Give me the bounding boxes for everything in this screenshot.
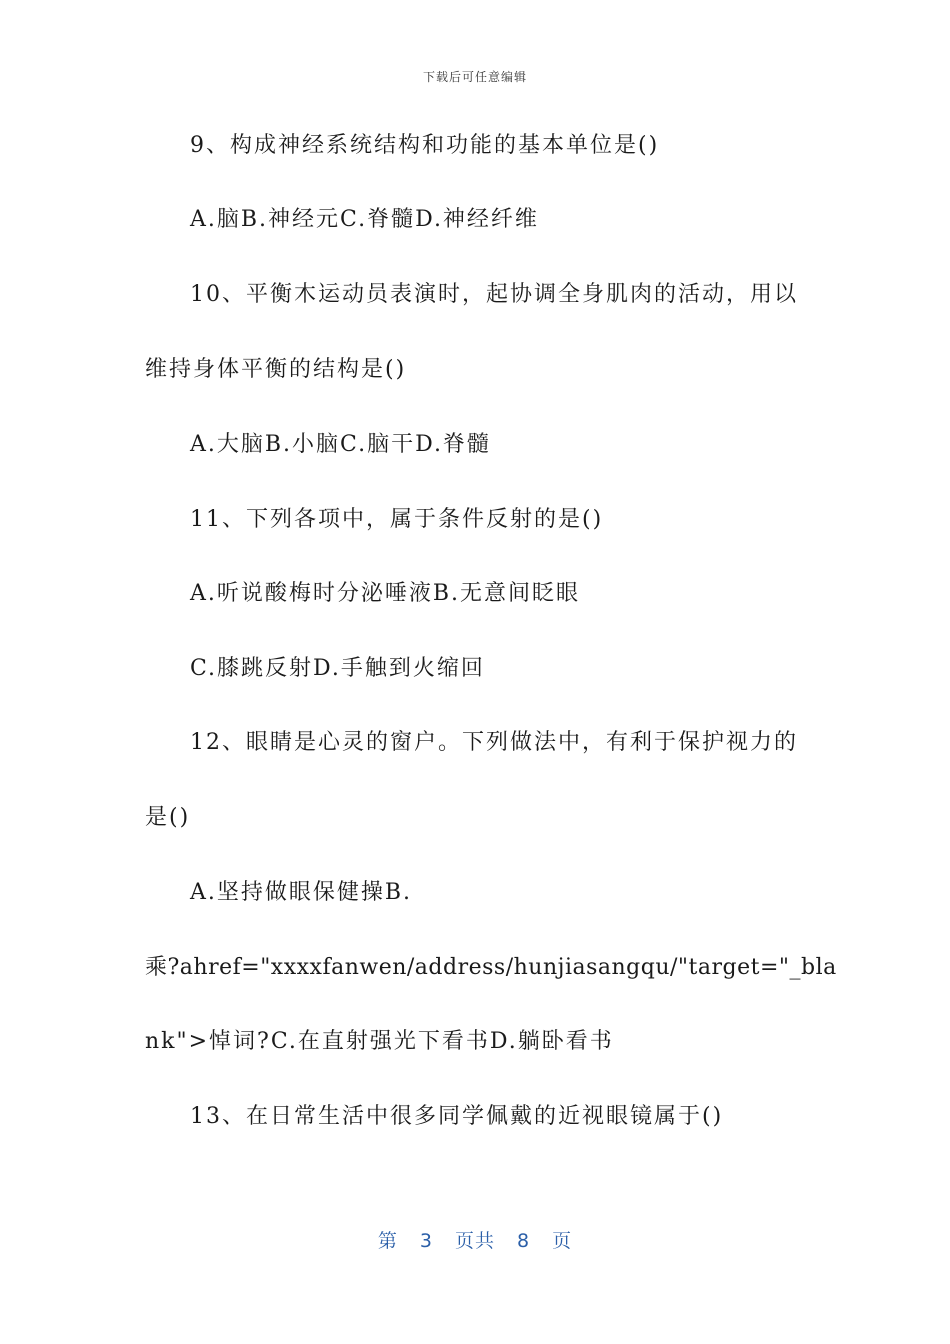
question-12-stem: 12、眼睛是心灵的窗户。下列做法中，有利于保护视力的	[190, 730, 798, 755]
question-9-stem: 9、构成神经系统结构和功能的基本单位是()	[190, 133, 660, 158]
footer-page-suffix: 页	[552, 1230, 573, 1252]
question-11-options-cd: C.膝跳反射D.手触到火缩回	[190, 656, 485, 681]
question-10-options: A.大脑B.小脑C.脑干D.脊髓	[190, 432, 491, 457]
question-13-stem: 13、在日常生活中很多同学佩戴的近视眼镜属于()	[190, 1104, 724, 1129]
question-12-option-a: A.坚持做眼保健操B.	[190, 880, 413, 905]
footer-current-page: 3	[419, 1230, 433, 1252]
question-12-stem-cont: 是()	[145, 805, 191, 830]
question-12-options-cont: nk">悼词?C.在直射强光下看书D.躺卧看书	[145, 1029, 614, 1054]
footer-total-pages: 8	[517, 1230, 531, 1252]
question-9-options: A.脑B.神经元C.脊髓D.神经纤维	[190, 207, 539, 232]
page-footer	[0, 1226, 950, 1253]
question-12-option-b-garbled: 乘?ahref="xxxxfanwen/address/hunjiasangqu/"target="_bla	[145, 955, 837, 980]
footer-page-mid: 页共	[454, 1230, 495, 1252]
question-10-stem: 10、平衡木运动员表演时，起协调全身肌肉的活动，用以	[190, 282, 798, 307]
question-11-stem: 11、下列各项中，属于条件反射的是()	[190, 507, 604, 532]
footer-page-prefix: 第	[377, 1230, 398, 1252]
question-11-options-ab: A.听说酸梅时分泌唾液B.无意间眨眼	[190, 581, 581, 606]
question-10-stem-cont: 维持身体平衡的结构是()	[145, 357, 407, 382]
header-note: 下载后可任意编辑	[422, 70, 527, 84]
